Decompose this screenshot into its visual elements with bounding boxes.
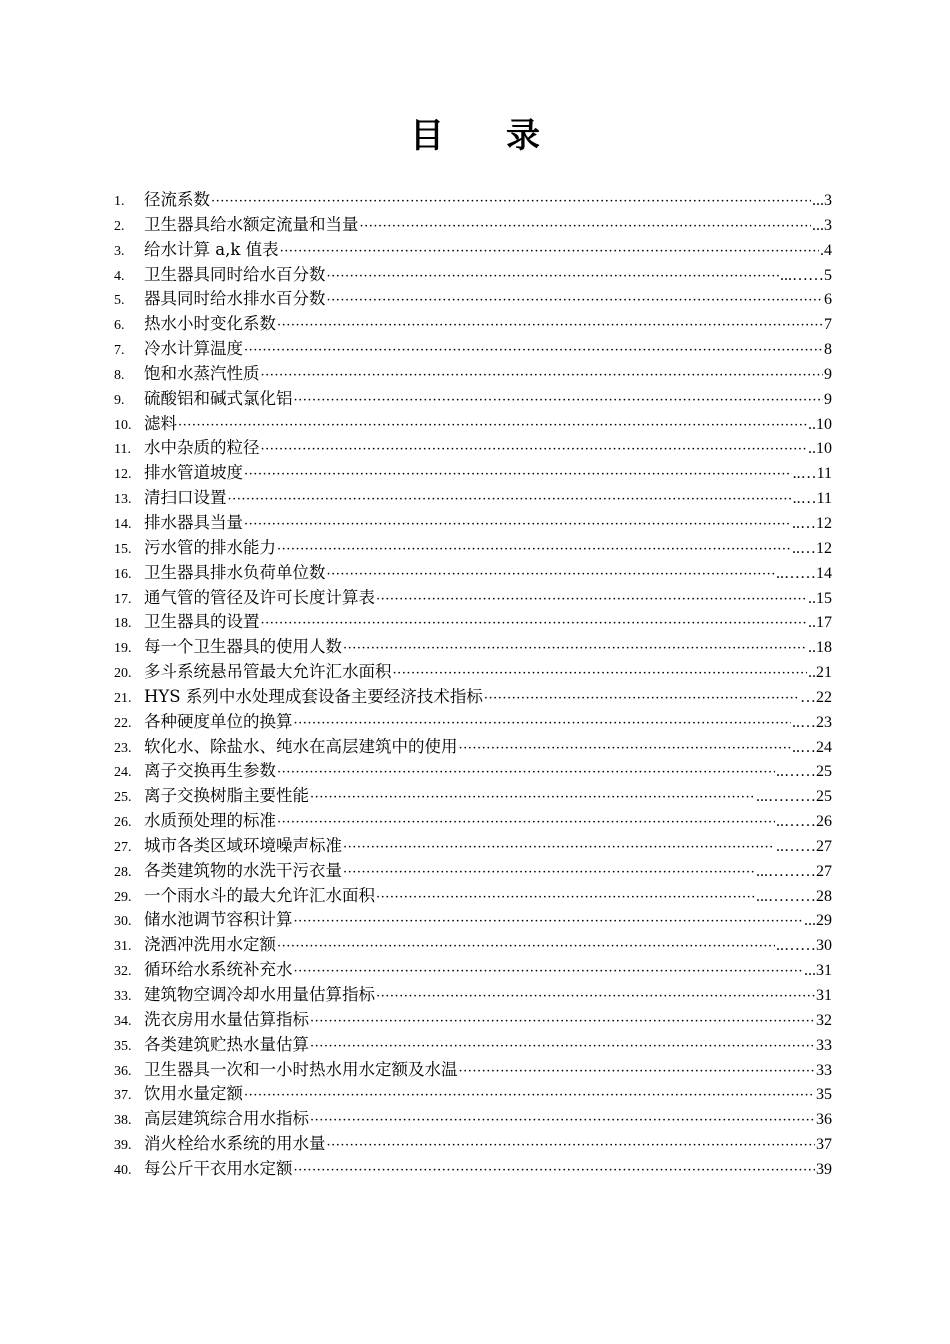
- toc-entry-label: 各类建筑物的水洗干污衣量: [144, 860, 342, 880]
- toc-entry-page: ...……5: [780, 266, 832, 284]
- toc-entry-page: ..……26: [776, 813, 832, 831]
- toc-entry-number: 26.: [114, 815, 132, 831]
- toc-entry-number: 1.: [114, 194, 125, 209]
- toc-entry-page: 35: [816, 1086, 832, 1104]
- page-title: [0, 112, 950, 160]
- toc-entry[interactable]: [114, 859, 832, 884]
- toc-entry-label: 热水小时变化系数: [144, 314, 276, 334]
- toc-entry-label: 水质预处理的标准: [144, 811, 276, 831]
- toc-entry-page: 39: [816, 1160, 832, 1178]
- toc-entry-number: 35.: [114, 1038, 132, 1054]
- toc-dot-leader: [294, 389, 824, 412]
- toc-dot-leader: [244, 463, 792, 486]
- toc-dot-leader: [277, 314, 823, 337]
- toc-entry-number: 39.: [114, 1138, 132, 1154]
- toc-entry-label: 排水管道坡度: [144, 463, 243, 483]
- toc-entry-page: ...………25: [756, 788, 832, 806]
- toc-entry-label: 各种硬度单位的换算: [144, 711, 293, 731]
- toc-dot-leader: [459, 737, 792, 760]
- toc-entry[interactable]: [114, 511, 832, 536]
- title-char-left: 目: [410, 116, 444, 156]
- toc-entry-label: 高层建筑综合用水指标: [144, 1109, 309, 1129]
- toc-dot-leader: [277, 935, 775, 958]
- toc-entry-number: 20.: [114, 666, 132, 682]
- toc-entry-label: 多斗系统悬吊管最大允许汇水面积: [144, 662, 392, 682]
- toc-entry-label: 卫生器具同时给水百分数: [144, 264, 326, 284]
- toc-entry-number: 31.: [114, 939, 132, 955]
- toc-entry-number: 9.: [114, 392, 125, 408]
- toc-dot-leader: [294, 1159, 816, 1182]
- toc-entry-page: ...………27: [756, 862, 832, 880]
- toc-entry-page: 9: [824, 365, 832, 383]
- toc-dot-leader: [327, 563, 776, 586]
- toc-entry[interactable]: [114, 1107, 832, 1132]
- toc-entry[interactable]: [114, 1008, 832, 1033]
- toc-dot-leader: [277, 811, 775, 834]
- toc-entry[interactable]: [114, 710, 832, 735]
- toc-entry-page: ..……30: [776, 937, 832, 955]
- toc-entry-number: 30.: [114, 914, 132, 930]
- toc-dot-leader: [261, 438, 808, 461]
- toc-entry[interactable]: [114, 1132, 832, 1157]
- toc-entry-page: 6: [824, 291, 832, 309]
- toc-entry-label: 径流系数: [144, 190, 210, 209]
- toc-entry-number: 28.: [114, 864, 132, 880]
- toc-entry-label: 冷水计算温度: [144, 339, 243, 359]
- toc-entry[interactable]: [114, 362, 832, 387]
- toc-entry-number: 21.: [114, 690, 132, 706]
- toc-dot-leader: [393, 662, 808, 685]
- toc-entry-label: 每一个卫生器具的使用人数: [144, 637, 342, 657]
- toc-entry[interactable]: [114, 735, 832, 760]
- toc-entry-number: 29.: [114, 889, 132, 905]
- toc-dot-leader: [294, 960, 804, 983]
- toc-entry[interactable]: [114, 263, 832, 288]
- toc-entry-number: 17.: [114, 591, 132, 607]
- toc-entry-label: 建筑物空调冷却水用量估算指标: [144, 985, 375, 1004]
- toc-entry-number: 3.: [114, 243, 125, 259]
- toc-entry-number: 8.: [114, 367, 125, 383]
- toc-dot-leader: [261, 364, 824, 387]
- toc-dot-leader: [310, 1035, 815, 1058]
- toc-entry[interactable]: [114, 1082, 832, 1107]
- toc-entry-label: 洗衣房用水量估算指标: [144, 1009, 309, 1029]
- toc-dot-leader: [244, 339, 823, 362]
- toc-entry-number: 11.: [114, 442, 131, 458]
- toc-entry[interactable]: [114, 486, 832, 511]
- toc-entry-page: ..……27: [776, 837, 832, 855]
- toc-dot-leader: [261, 612, 808, 635]
- toc-entry-number: 23.: [114, 740, 132, 756]
- toc-entry-label: 循环给水系统补充水: [144, 960, 293, 980]
- toc-entry-page: ..…12: [792, 539, 832, 557]
- toc-entry-page: 33: [816, 1061, 832, 1079]
- toc-entry-page: 32: [816, 1011, 832, 1029]
- table-of-contents: [114, 188, 832, 1182]
- toc-entry-number: 22.: [114, 715, 132, 731]
- toc-dot-leader: [459, 1060, 816, 1083]
- toc-entry[interactable]: [114, 238, 832, 263]
- toc-entry-number: 25.: [114, 790, 132, 806]
- toc-entry[interactable]: [114, 561, 832, 586]
- toc-dot-leader: [327, 265, 780, 288]
- toc-dot-leader: [277, 538, 791, 561]
- toc-entry[interactable]: [114, 287, 832, 312]
- toc-entry-label: 卫生器具排水负荷单位数: [144, 562, 326, 582]
- toc-dot-leader: [376, 886, 755, 909]
- toc-entry[interactable]: [114, 784, 832, 809]
- toc-entry-label: 器具同时给水排水百分数: [144, 289, 326, 309]
- toc-dot-leader: [280, 240, 819, 263]
- toc-entry-page: ..……14: [776, 564, 832, 582]
- toc-dot-leader: [294, 712, 792, 735]
- toc-entry-label: 卫生器具给水额定流量和当量: [144, 214, 359, 234]
- toc-entry-label: 浇洒冲洗用水定额: [144, 935, 276, 955]
- toc-entry-number: 27.: [114, 839, 132, 855]
- toc-entry[interactable]: [114, 412, 832, 437]
- toc-entry-number: 24.: [114, 765, 132, 781]
- toc-entry-page: 7: [824, 316, 832, 334]
- toc-entry[interactable]: [114, 983, 832, 1008]
- toc-entry[interactable]: [114, 610, 832, 635]
- toc-entry-page: ..…11: [792, 465, 832, 483]
- toc-entry-page: ..……25: [776, 763, 832, 781]
- toc-entry-number: 10.: [114, 417, 132, 433]
- toc-dot-leader: [360, 215, 812, 238]
- toc-entry-label: 软化水、除盐水、纯水在高层建筑中的使用: [144, 736, 458, 756]
- toc-entry-number: 14.: [114, 516, 132, 532]
- toc-entry-label: 清扫口设置: [144, 488, 227, 508]
- toc-entry-number: 33.: [114, 989, 132, 1004]
- toc-entry[interactable]: [114, 908, 832, 933]
- toc-entry[interactable]: [114, 337, 832, 362]
- toc-entry[interactable]: [114, 1033, 832, 1058]
- toc-entry-number: 37.: [114, 1088, 132, 1104]
- toc-entry-label: 卫生器具的设置: [144, 612, 260, 632]
- toc-entry-number: 32.: [114, 964, 132, 980]
- toc-entry-number: 19.: [114, 641, 132, 657]
- toc-dot-leader: [178, 414, 807, 437]
- toc-entry-number: 40.: [114, 1162, 132, 1178]
- toc-entry-page: 37: [816, 1136, 832, 1154]
- toc-entry-label: 硫酸铝和碱式氯化铝: [144, 388, 293, 408]
- toc-entry-number: 5.: [114, 293, 125, 309]
- toc-entry[interactable]: [114, 809, 832, 834]
- toc-entry-label: 水中杂质的粒径: [144, 438, 260, 458]
- toc-entry-page: ...31: [804, 962, 832, 980]
- toc-entry-label: 污水管的排水能力: [144, 537, 276, 557]
- toc-entry-number: 16.: [114, 566, 132, 582]
- toc-dot-leader: [376, 985, 815, 1008]
- toc-dot-leader: [327, 1134, 816, 1157]
- toc-entry-label: 通气管的管径及许可长度计算表: [144, 587, 375, 607]
- toc-entry-label: 离子交换树脂主要性能: [144, 786, 309, 806]
- toc-entry-page: .4: [820, 241, 832, 259]
- toc-dot-leader: [211, 190, 811, 213]
- toc-entry[interactable]: [114, 1058, 832, 1083]
- toc-entry-page: ..17: [808, 614, 832, 632]
- toc-entry-label: 排水器具当量: [144, 512, 243, 532]
- toc-entry-page: ..…23: [792, 713, 832, 731]
- toc-entry-label: 每公斤干衣用水定额: [144, 1158, 293, 1178]
- toc-dot-leader: [310, 786, 755, 809]
- toc-entry-label: 滤料: [144, 413, 177, 433]
- toc-entry-page: ..10: [808, 415, 832, 433]
- toc-entry-page: …22: [800, 688, 832, 706]
- toc-entry[interactable]: [114, 1157, 832, 1182]
- toc-entry-number: 6.: [114, 318, 125, 334]
- toc-entry[interactable]: [114, 188, 832, 213]
- toc-dot-leader: [343, 836, 775, 859]
- toc-entry-page: ..…11: [792, 490, 832, 508]
- toc-entry-label: 一个雨水斗的最大允许汇水面积: [144, 885, 375, 905]
- toc-entry[interactable]: [114, 933, 832, 958]
- toc-entry[interactable]: [114, 660, 832, 685]
- toc-entry-number: 4.: [114, 268, 125, 284]
- toc-entry[interactable]: [114, 635, 832, 660]
- toc-entry-page: 31: [816, 987, 832, 1004]
- toc-entry-number: 34.: [114, 1013, 132, 1029]
- toc-dot-leader: [294, 910, 804, 933]
- toc-entry[interactable]: [114, 958, 832, 983]
- toc-entry-number: 36.: [114, 1063, 132, 1079]
- toc-dot-leader: [244, 1084, 815, 1107]
- toc-entry[interactable]: [114, 461, 832, 486]
- toc-entry-number: 38.: [114, 1113, 132, 1129]
- toc-dot-leader: [484, 687, 799, 710]
- toc-entry-label: 各类建筑贮热水量估算: [144, 1034, 309, 1054]
- toc-entry-page: ..18: [808, 639, 832, 657]
- toc-dot-leader: [343, 637, 807, 660]
- toc-entry-page: ..10: [808, 440, 832, 458]
- title-char-right: 录: [506, 116, 540, 156]
- toc-dot-leader: [343, 861, 755, 884]
- toc-entry-page: 33: [816, 1036, 832, 1054]
- toc-entry-number: 12.: [114, 467, 132, 483]
- toc-entry-page: 8: [824, 341, 832, 359]
- toc-entry-label: 饮用水量定额: [144, 1084, 243, 1104]
- toc-entry[interactable]: [114, 685, 832, 710]
- toc-entry-label: 储水池调节容积计算: [144, 910, 293, 930]
- toc-entry-page: ...3: [812, 192, 832, 209]
- toc-entry-page: ...29: [804, 912, 832, 930]
- toc-entry-label: 饱和水蒸汽性质: [144, 363, 260, 383]
- toc-entry-label: 给水计算 a,k 值表: [144, 239, 279, 259]
- toc-entry[interactable]: [114, 312, 832, 337]
- toc-entry-page: ..…12: [792, 514, 832, 532]
- toc-dot-leader: [310, 1010, 815, 1033]
- toc-entry-page: ..…24: [792, 738, 832, 756]
- toc-dot-leader: [310, 1109, 815, 1132]
- toc-entry[interactable]: [114, 387, 832, 412]
- toc-dot-leader: [228, 488, 792, 511]
- toc-entry[interactable]: [114, 536, 832, 561]
- toc-entry-number: 2.: [114, 218, 125, 234]
- toc-dot-leader: [277, 761, 775, 784]
- toc-entry-label: HYS 系列中水处理成套设备主要经济技术指标: [144, 686, 483, 706]
- toc-entry-label: 城市各类区域环境噪声标准: [144, 835, 342, 855]
- toc-entry-page: ..15: [808, 589, 832, 607]
- toc-entry[interactable]: [114, 884, 832, 909]
- toc-entry-page: ...3: [812, 216, 832, 234]
- toc-entry[interactable]: [114, 586, 832, 611]
- toc-entry-page: 36: [816, 1111, 832, 1129]
- toc-dot-leader: [327, 289, 824, 312]
- toc-entry[interactable]: [114, 436, 832, 461]
- toc-entry-number: 18.: [114, 616, 132, 632]
- toc-dot-leader: [244, 513, 791, 536]
- toc-entry-page: 9: [824, 390, 832, 408]
- toc-entry-page: ..21: [808, 664, 832, 682]
- toc-entry[interactable]: [114, 834, 832, 859]
- toc-entry-label: 卫生器具一次和一小时热水用水定额及水温: [144, 1059, 458, 1079]
- toc-entry-number: 7.: [114, 343, 125, 359]
- toc-entry-label: 离子交换再生参数: [144, 761, 276, 781]
- toc-entry-number: 15.: [114, 541, 132, 557]
- toc-dot-leader: [376, 588, 807, 611]
- toc-entry[interactable]: [114, 213, 832, 238]
- toc-entry-number: 13.: [114, 492, 132, 508]
- toc-entry[interactable]: [114, 759, 832, 784]
- toc-entry-page: ...………28: [756, 887, 832, 905]
- toc-entry-label: 消火栓给水系统的用水量: [144, 1134, 326, 1154]
